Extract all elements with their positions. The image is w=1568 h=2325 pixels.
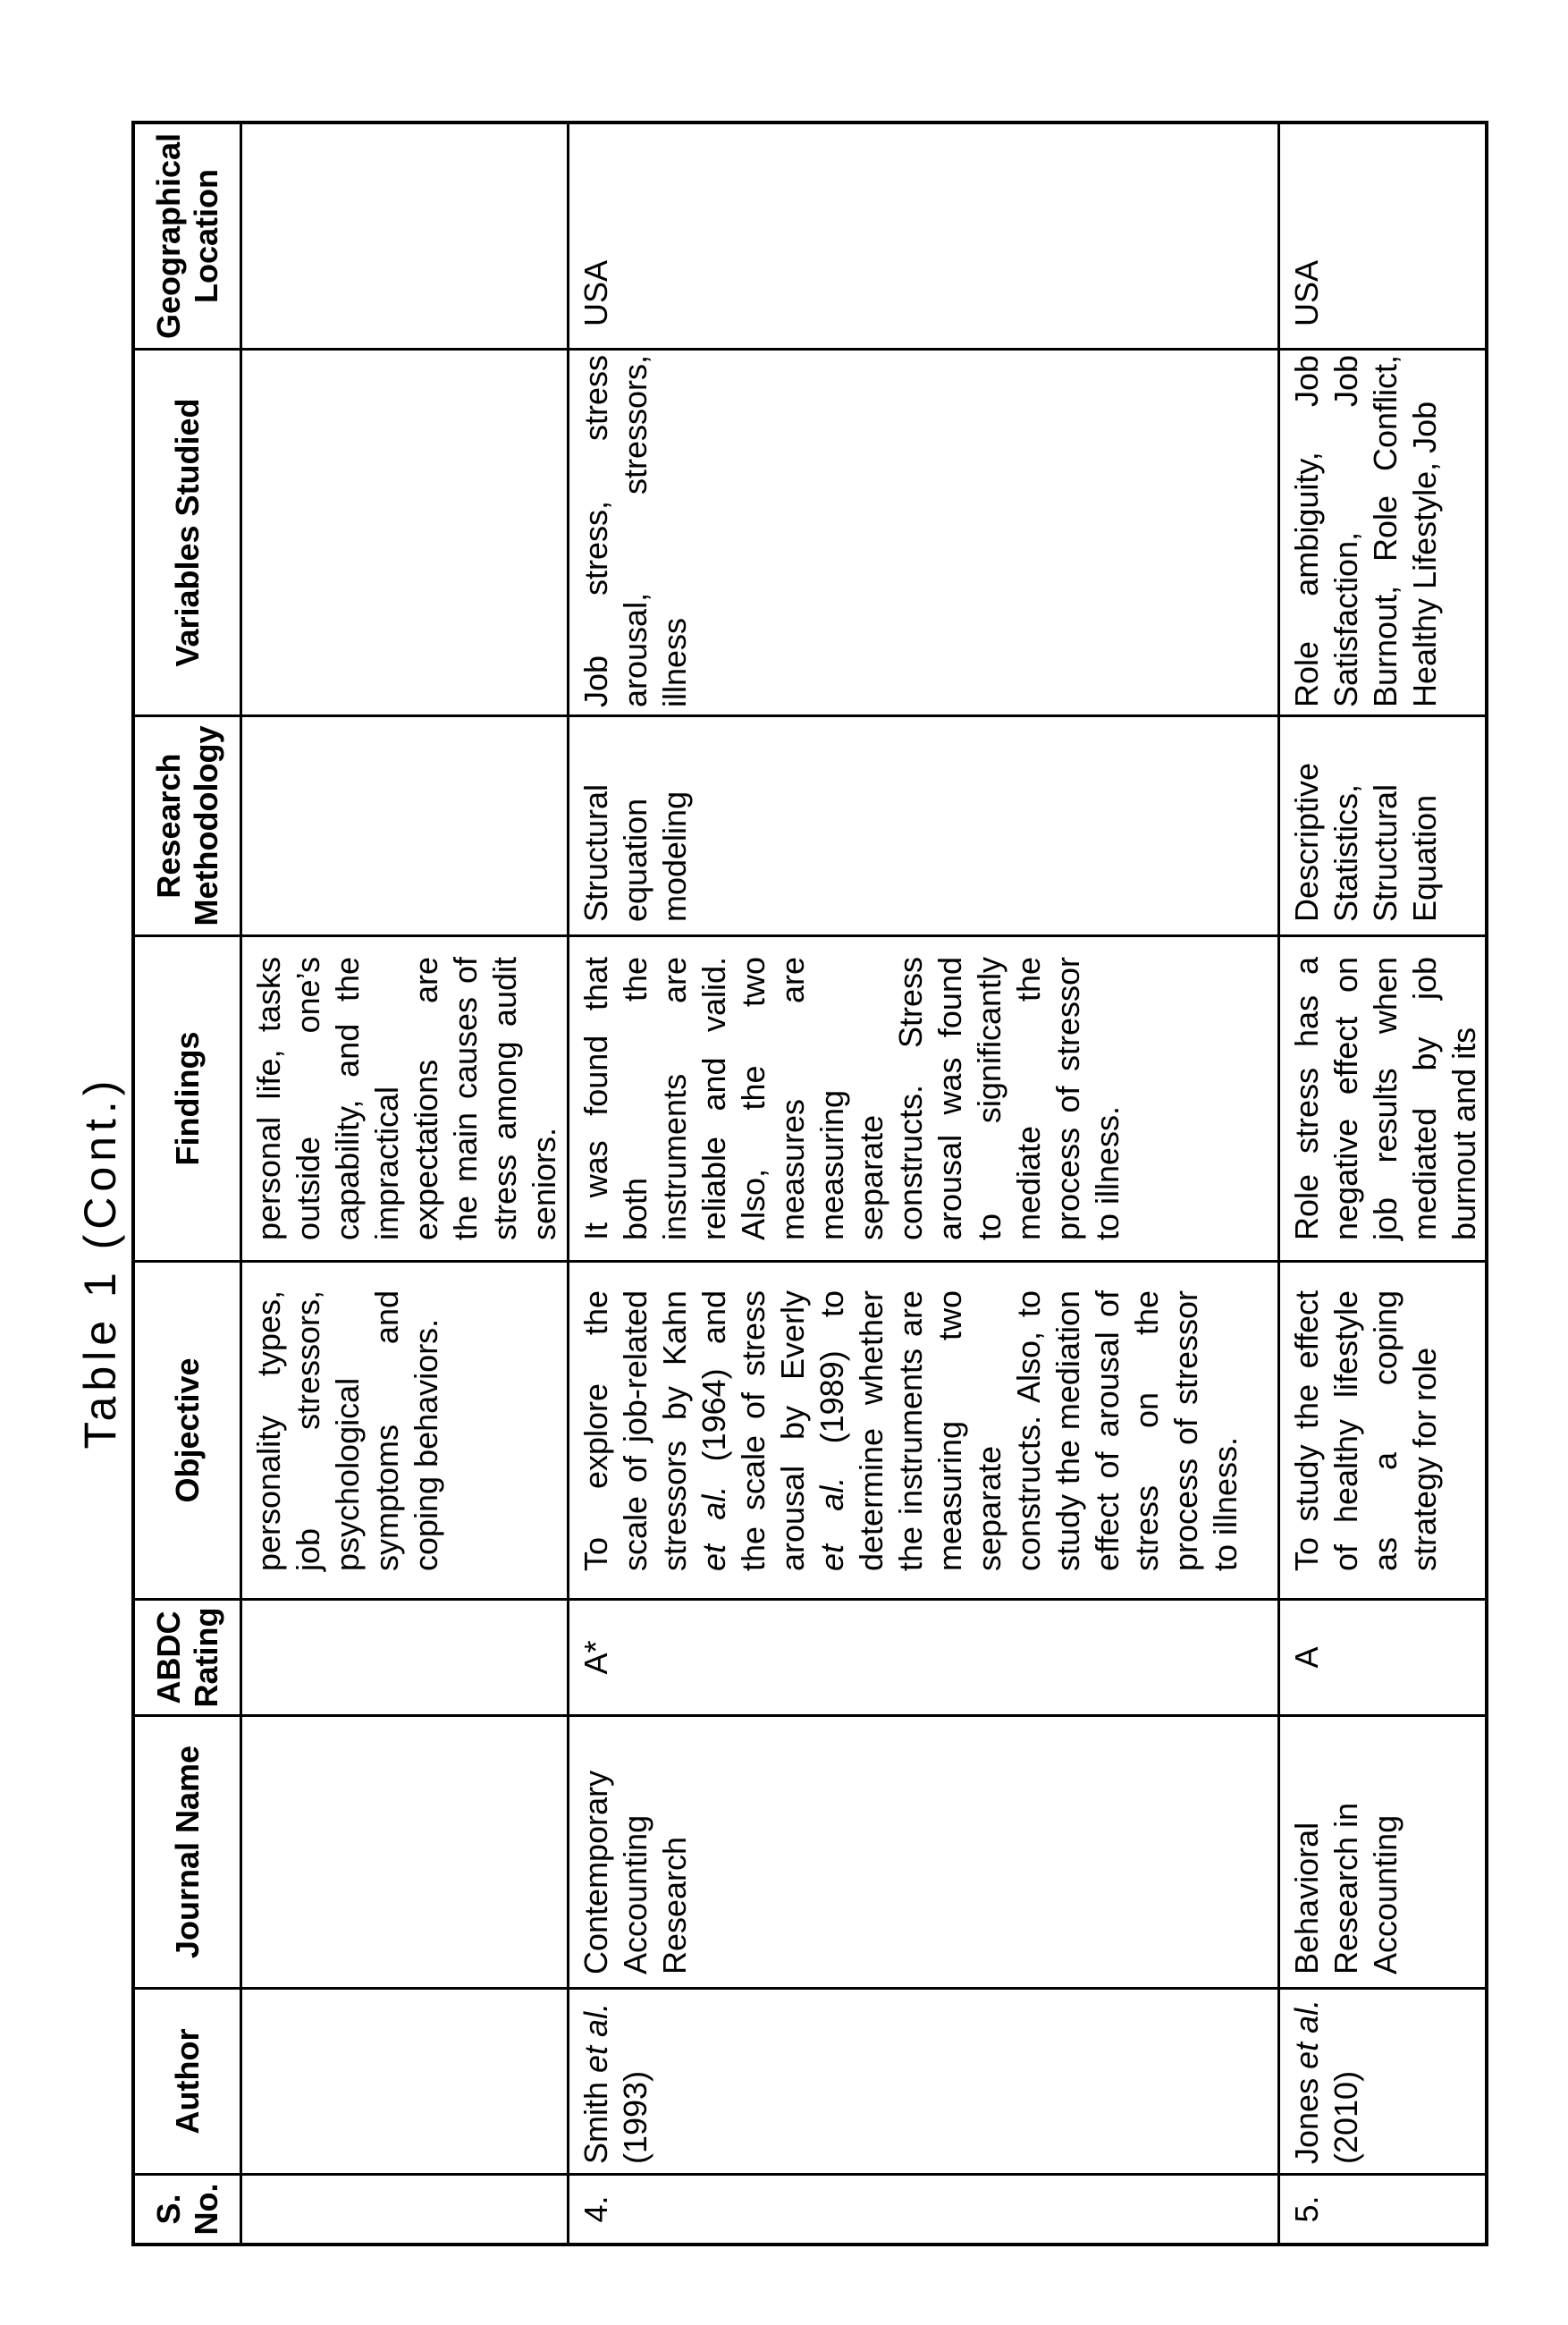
cell-cont-findings: personal life, tasks outside one’s capability, and the impractical expectations are the main causes of stress among audit seniors.	[242, 934, 569, 1260]
header-findings: Findings	[135, 934, 242, 1260]
header-geographical-location: Geographical Location	[135, 124, 242, 348]
cell-cont-variables	[242, 348, 569, 714]
cell-r5-variables: Role ambiguity, Job Satisfaction, Job Burnout, Role Conflict, Healthy Lifestyle, Job	[1280, 348, 1485, 714]
cell-cont-sno	[242, 2173, 569, 2243]
cell-cont-objective: personality types, job stressors, psychological symptoms and coping behaviors.	[242, 1260, 569, 1598]
cell-r4-sno: 4.	[569, 2173, 1280, 2243]
header-abdc-rating: ABDC Rating	[135, 1598, 242, 1714]
cell-r4-location: USA	[569, 124, 1280, 348]
cell-r4-variables: Job stress, stress arousal, stressors, illness	[569, 348, 1280, 714]
cell-r5-objective: To study the effect of healthy lifestyle as a coping strategy for role	[1280, 1260, 1485, 1598]
header-author: Author	[135, 1987, 242, 2173]
rotated-page	[75, 121, 1488, 2246]
cell-cont-author	[242, 1987, 569, 2173]
cell-r5-methodology: Descriptive Statistics, Structural Equation	[1280, 714, 1485, 934]
header-variables-studied: Variables Studied	[135, 348, 242, 714]
cell-r4-abdc: A*	[569, 1598, 1280, 1714]
cell-r5-author: Jones et al. (2010)	[1280, 1987, 1485, 2173]
cell-r5-sno: 5.	[1280, 2173, 1485, 2243]
cell-r4-findings: It was found that both the instruments are reliable and valid. Also, the two measures are measuring separate constructs. Stress arousal was found to significantly mediate the process of stressor to illness.	[569, 934, 1280, 1260]
cell-r5-findings: Role stress has a negative effect on job results when mediated by job burnout and its	[1280, 934, 1485, 1260]
cell-cont-methodology	[242, 714, 569, 934]
cell-r5-location: USA	[1288, 259, 1325, 326]
cell-cont-journal	[242, 1714, 569, 1987]
header-objective: Objective	[135, 1260, 242, 1598]
literature-review-table	[131, 121, 1488, 2246]
cell-r4-methodology: Structural equation modeling	[569, 714, 1280, 934]
header-research-methodology: Research Methodology	[135, 714, 242, 934]
table-page	[75, 121, 1488, 2246]
cell-r5-abdc: A	[1280, 1598, 1485, 1714]
cell-cont-location	[242, 124, 569, 348]
cell-r4-journal: Contemporary Accounting Research	[569, 1714, 1280, 1987]
header-s-no: S. No.	[135, 2173, 242, 2243]
cell-cont-abdc	[242, 1598, 569, 1714]
cell-r4-objective: To explore the scale of job-related stressors by Kahn et al. (1964) and the scale of stress arousal by Everly et al. (1989) to determine whether the instruments are measuring two separate constructs. Also, to study the mediation effect of arousal of stress on the process of stressor to illness.	[569, 1260, 1280, 1598]
cell-r4-author: Smith et al. (1993)	[569, 1987, 1280, 2173]
cell-r5-journal: Behavioral Research in Accounting	[1280, 1714, 1485, 1987]
header-journal-name: Journal Name	[135, 1714, 242, 1987]
table-title: Table 1 (Cont.)	[75, 1075, 125, 1450]
